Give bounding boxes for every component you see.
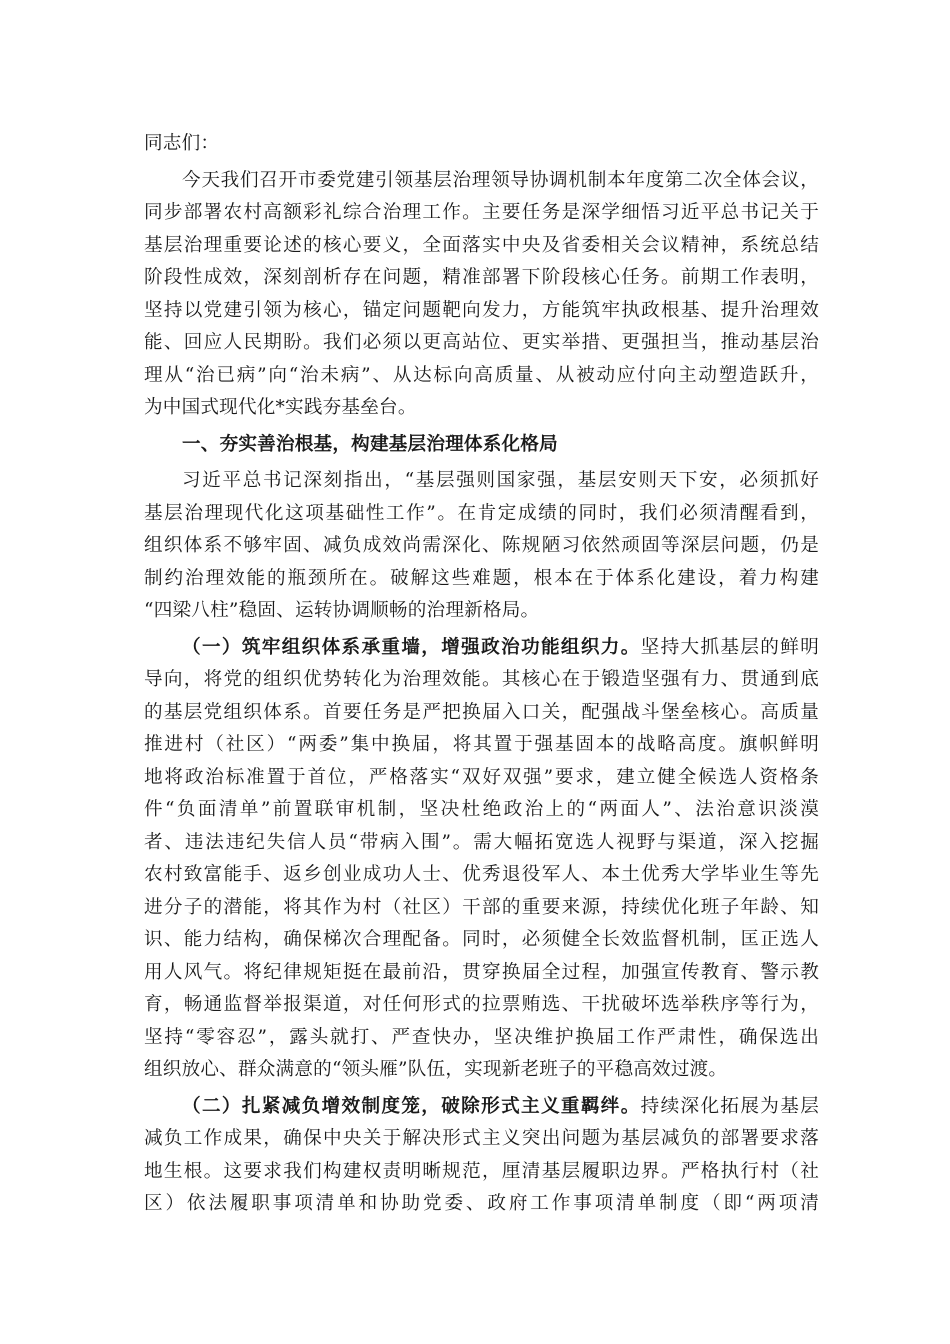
paragraph-line: 组织放心、群众满意的“领头雁”队伍，实现新老班子的平稳高效过渡。 [144,1059,728,1080]
paragraph-line: 农村致富能手、返乡创业成功人士、优秀退役军人、本土优秀大学毕业生等先 [144,864,819,885]
subsection-2-first-line [144,1091,819,1124]
intro-line: 坚持以党建引领为核心，锚定问题靶向发力，方能筑牢执政根基、提升治理效 [144,299,819,321]
section-1-heading: 一、夯实善治根基，构建基层治理体系化格局 [182,433,558,455]
intro-line: 基层治理重要论述的核心要义，全面落实中央及省委相关会议精神，系统总结 [144,234,819,256]
subsection-2-paragraph [144,1091,819,1221]
intro-paragraph [144,165,819,425]
section-1-paragraph [144,465,819,628]
subsection-1-heading: （一）筑牢组织体系承重墙，增强政治功能组织力。 [182,636,641,658]
paragraph-line: 习近平总书记深刻指出，“基层强则国家强，基层安则天下安，必须抓好 [182,470,819,491]
paragraph-line: 组织体系不够牢固、减负成效尚需深化、陈规陋习依然顽固等深层问题，仍是 [144,535,819,556]
paragraph-line: “四梁八柱”稳固、运转协调顺畅的治理新格局。 [144,600,540,621]
intro-line: 能、回应人民期盼。我们必须以更高站位、更实举措、更强担当，推动基层治 [144,332,819,353]
paragraph-line: 减负工作成果，确保中央关于解决形式主义突出问题为基层减负的部署要求落 [144,1128,819,1149]
paragraph-line: 推进村（社区）“两委”集中换届，将其置于强基固本的战略高度。旗帜鲜明 [144,734,819,755]
intro-line: 为中国式现代化*实践夯基垒台。 [144,397,417,418]
intro-line: 今天我们召开市委党建引领基层治理领导协调机制本年度第二次全体会议， [182,169,819,191]
subsection-1-paragraph [144,632,819,1087]
paragraph-line: 区）依法履职事项清单和协助党委、政府工作事项清单制度（即“两项清 [144,1193,819,1214]
paragraph-line: 坚持“零容忍”，露头就打、严查快办，坚决维护换届工作严肃性，确保选出 [144,1026,819,1048]
paragraph-line: 件“负面清单”前置联审机制，坚决杜绝政治上的“两面人”、法治意识淡漠 [144,799,819,820]
intro-line: 理从“治已病”向“治未病”、从达标向高质量、从被动应付向主动塑造跃升， [144,364,819,386]
paragraph-line: 识、能力结构，确保梯次合理配备。同时，必须健全长效监督机制，匡正选人 [144,929,819,950]
paragraph-line: 用人风气。将纪律规矩挺在最前沿，贯穿换届全过程，加强宣传教育、警示教 [144,961,819,983]
paragraph-line: 进分子的潜能，将其作为村（社区）干部的重要来源，持续优化班子年龄、知 [144,896,819,918]
intro-line: 同步部署农村高额彩礼综合治理工作。主要任务是深学细悟习近平总书记关于 [144,202,819,223]
paragraph-line: 者、违法违纪失信人员“带病入围”。需大幅拓宽选人视野与渠道，深入挖掘 [144,831,819,853]
paragraph-line: 制约治理效能的瓶颈所在。破解这些难题，根本在于体系化建设，着力构建 [144,567,819,589]
subsection-2-heading: （二）扎紧减负增效制度笼，破除形式主义重羁绊。 [182,1095,641,1117]
document-page [144,128,819,1221]
subsection-1-first-line [144,632,819,665]
paragraph-line: 育，畅通监督举报渠道，对任何形式的拉票贿选、干扰破坏选举秩序等行为， [144,994,819,1015]
salutation: 同志们： [144,133,220,154]
intro-line: 阶段性成效，深刻剖析存在问题，精准部署下阶段核心任务。前期工作表明， [144,267,819,288]
subsection-2-lead-text: 持续深化拓展为基层 [640,1095,819,1117]
paragraph-line: 导向，将党的组织优势转化为治理效能。其核心在于锻造坚强有力、贯通到底 [144,669,819,690]
paragraph-line: 的基层党组织体系。首要任务是严把换届入口关，配强战斗堡垒核心。高质量 [144,701,819,723]
paragraph-line: 地将政治标准置于首位，严格落实“双好双强”要求，建立健全候选人资格条 [144,766,819,788]
subsection-1-lead-text: 坚持大抓基层的鲜明 [640,636,819,658]
paragraph-line: 基层治理现代化这项基础性工作”。在肯定成绩的同时，我们必须清醒看到， [144,502,819,524]
paragraph-line: 地生根。这要求我们构建权责明晰规范，厘清基层履职边界。严格执行村（社 [144,1160,819,1182]
